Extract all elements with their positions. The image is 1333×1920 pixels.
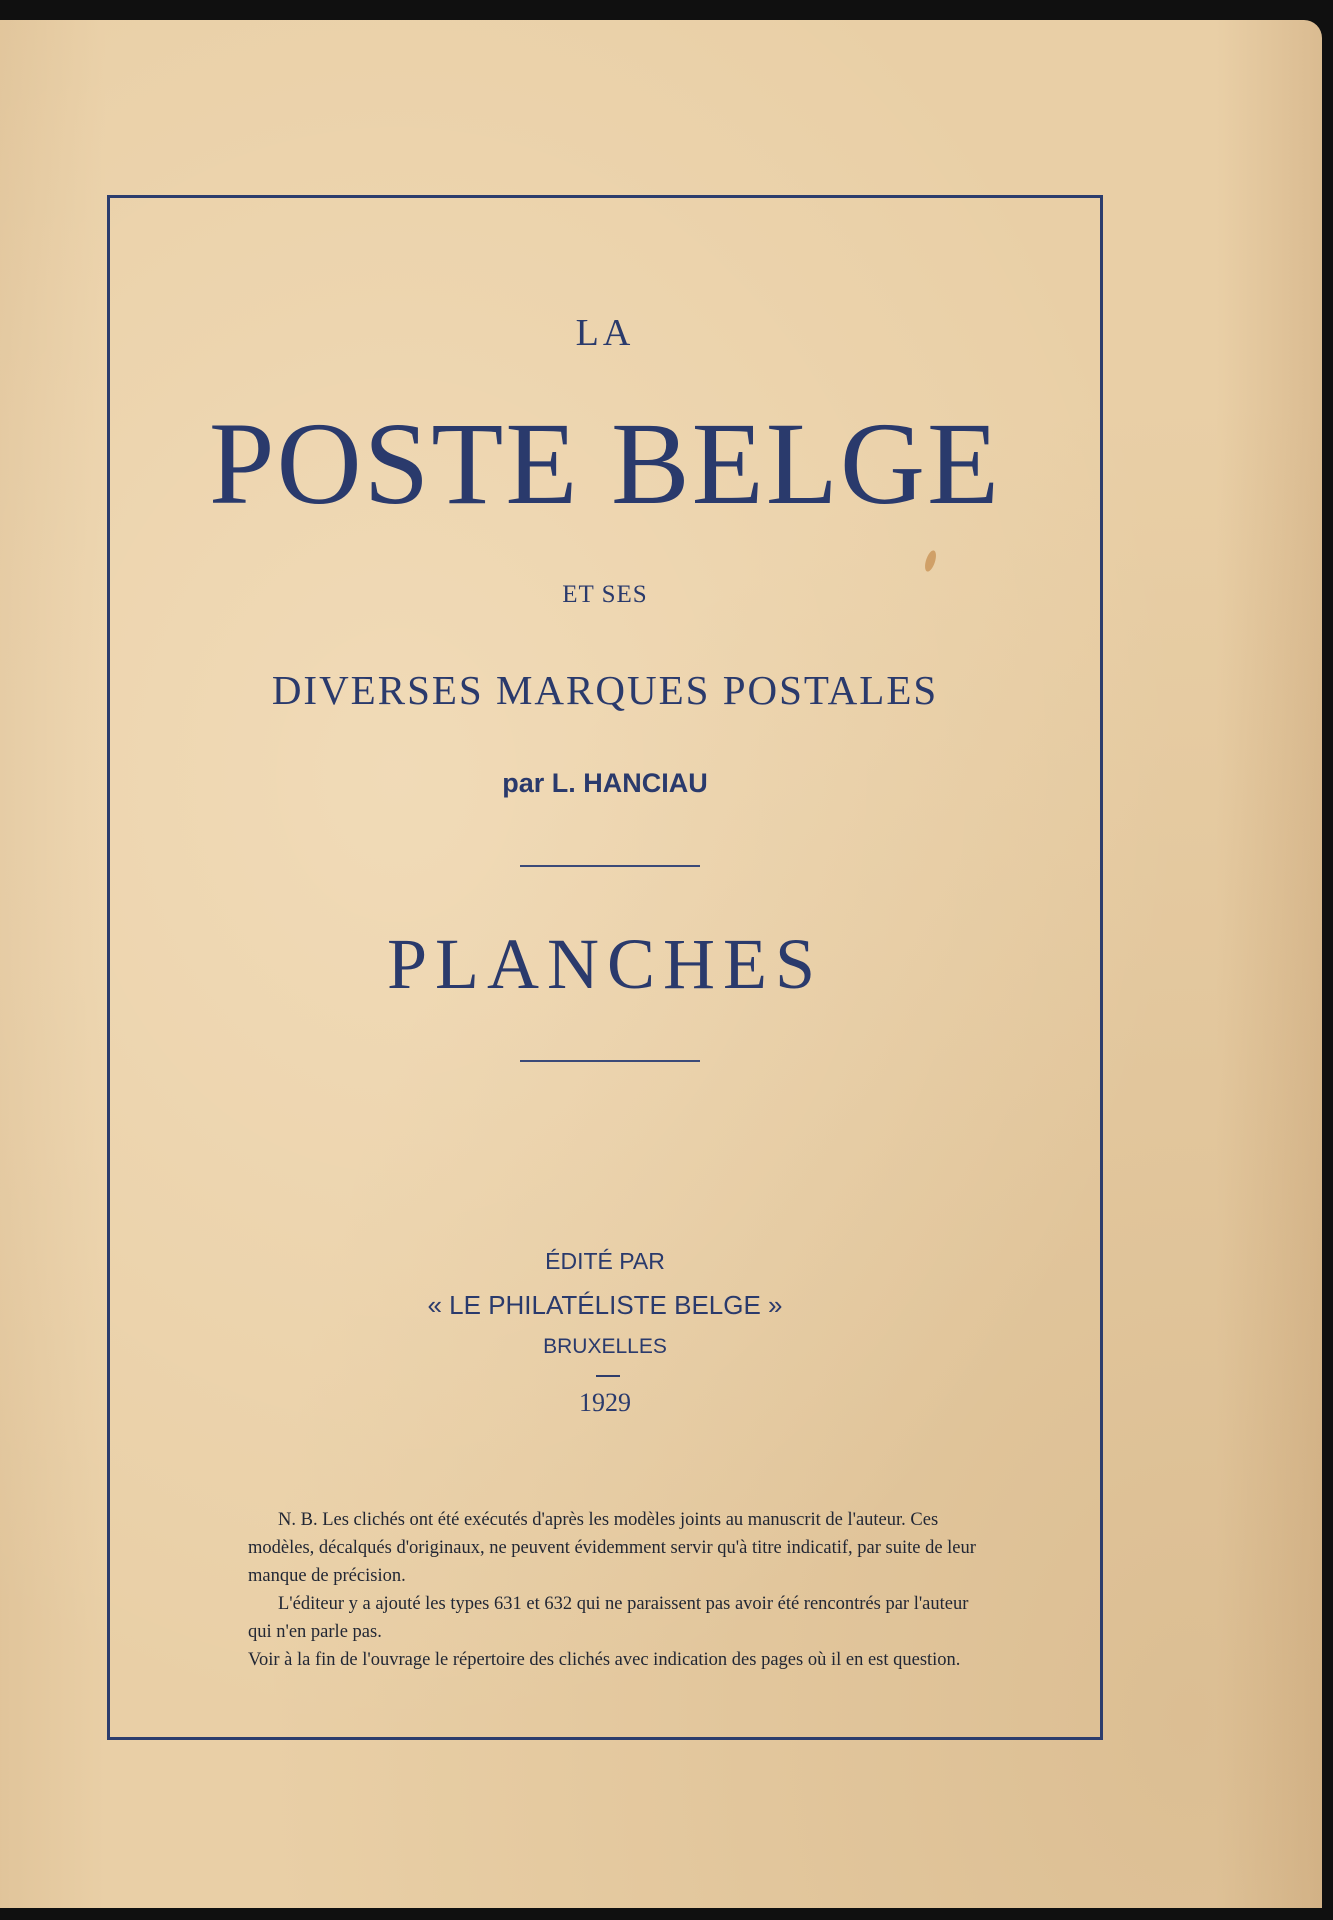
title-la: LA xyxy=(575,312,635,354)
divider-bottom xyxy=(520,1060,700,1062)
publisher-name: « LE PHILATÉLISTE BELGE » xyxy=(427,1290,783,1320)
title-et-ses: ET SES xyxy=(562,581,648,608)
note-paragraph: N. B. Les clichés ont été exécutés d'après les modèles joints au manuscrit de l'auteur. Ces modèles, décalqués d'originaux, ne peuvent évidemment servir qu'à titre indicatif, par suite de leur manque de précision. xyxy=(248,1510,976,1586)
subtitle: DIVERSES MARQUES POSTALES xyxy=(271,667,939,713)
year-dash xyxy=(596,1375,620,1377)
paper-page xyxy=(0,20,1322,1908)
author-line: par L. HANCIAU xyxy=(502,768,708,798)
note-paragraph: L'éditeur y a ajouté les types 631 et 632 qui ne paraissent pas avoir été rencontrés par l'auteur qui n'en parle pas. xyxy=(248,1594,969,1642)
edited-by-label: ÉDITÉ PAR xyxy=(545,1248,665,1274)
publisher-city: BRUXELLES xyxy=(543,1335,667,1358)
note-paragraph: Voir à la fin de l'ouvrage le répertoire des clichés avec indication des pages où il en est question. xyxy=(248,1650,961,1670)
main-title: POSTE BELGE xyxy=(208,398,1002,529)
editor-notes xyxy=(248,1506,988,1674)
title-frame xyxy=(107,195,1103,1740)
divider-top xyxy=(520,865,700,867)
publication-year: 1929 xyxy=(579,1388,631,1417)
section-title: PLANCHES xyxy=(386,924,824,1004)
